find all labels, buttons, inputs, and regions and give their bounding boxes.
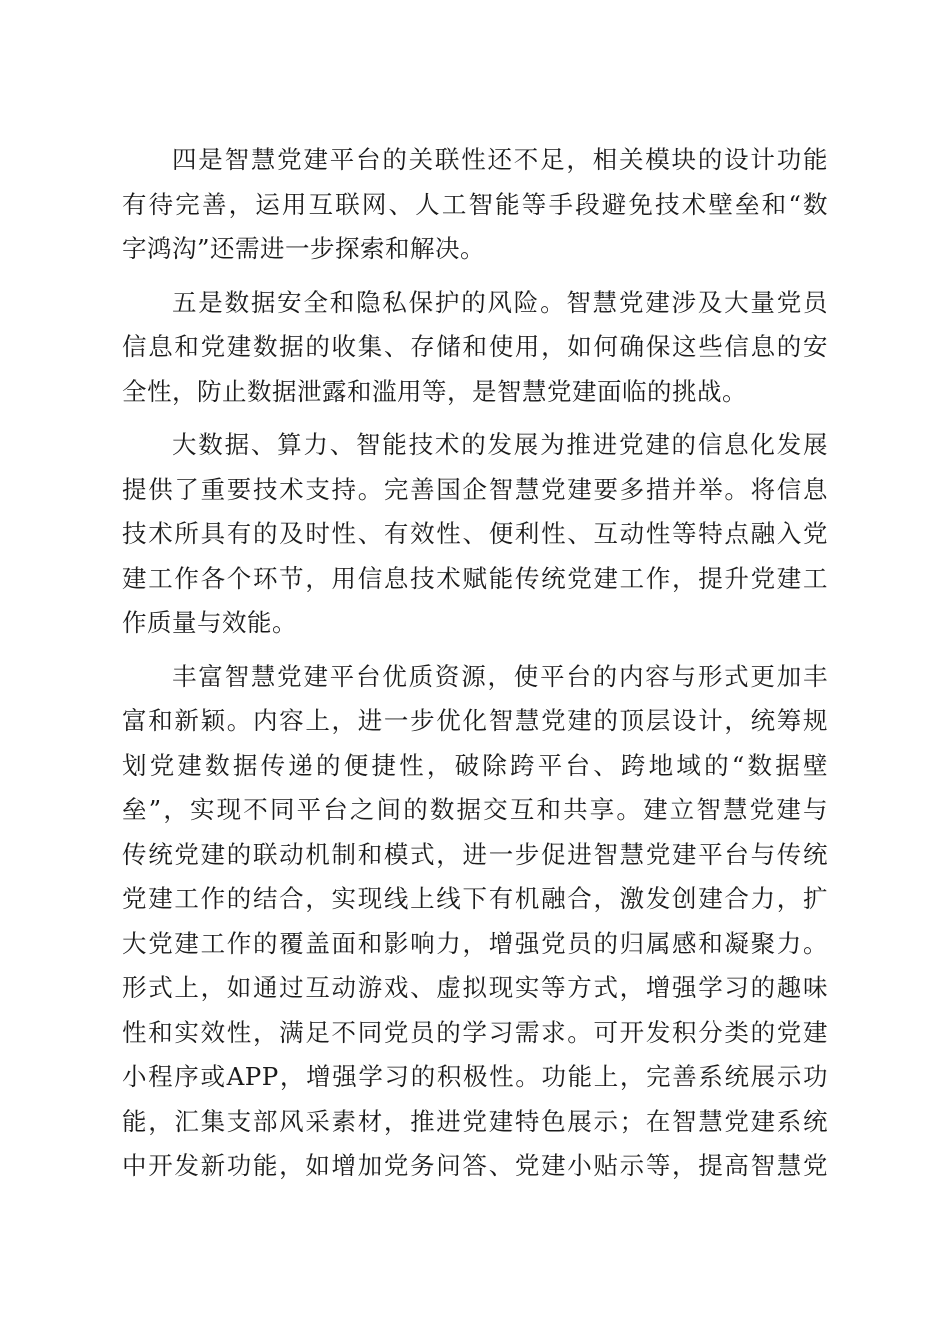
text-line: 丰富智慧党建平台优质资源，使平台的内容与形式更加丰	[172, 661, 828, 691]
text-line: 小程序或APP，增强学习的积极性。功能上，完善系统展示功	[122, 1062, 828, 1091]
document-body	[122, 138, 828, 1189]
paragraph-4	[122, 138, 828, 272]
paragraph-5	[122, 281, 828, 415]
text-line: 建工作各个环节，用信息技术赋能传统党建工作，提升党建工	[122, 563, 828, 593]
text-line: 党建工作的结合，实现线上线下有机融合，激发创建合力，扩	[122, 884, 828, 913]
text-line: 性和实效性，满足不同党员的学习需求。可开发积分类的党建	[122, 1017, 828, 1047]
text-line: 四是智慧党建平台的关联性还不足，相关模块的设计功能	[172, 145, 828, 174]
text-line: 传统党建的联动机制和模式，进一步促进智慧党建平台与传统	[122, 839, 828, 869]
text-line: 作质量与效能。	[122, 608, 297, 637]
text-line: 划党建数据传递的便捷性，破除跨平台、跨地域的“数据壁	[122, 750, 828, 780]
text-line: 大数据、算力、智能技术的发展为推进党建的信息化发展	[172, 430, 828, 459]
text-line: 垒”，实现不同平台之间的数据交互和共享。建立智慧党建与	[122, 795, 828, 824]
text-line: 五是数据安全和隐私保护的风险。智慧党建涉及大量党员	[172, 287, 828, 317]
text-line: 字鸿沟”还需进一步探索和解决。	[122, 234, 486, 263]
text-line: 提供了重要技术支持。完善国企智慧党建要多措并举。将信息	[122, 474, 828, 504]
text-line: 全性，防止数据泄露和滥用等，是智慧党建面临的挑战。	[122, 376, 747, 406]
text-line: 形式上，如通过互动游戏、虚拟现实等方式，增强学习的趣味	[122, 973, 828, 1002]
text-line: 技术所具有的及时性、有效性、便利性、互动性等特点融入党	[122, 519, 828, 548]
text-line: 能，汇集支部风采素材，推进党建特色展示；在智慧党建系统	[122, 1106, 828, 1136]
text-line: 有待完善，运用互联网、人工智能等手段避免技术壁垒和“数	[122, 189, 828, 219]
paragraph-enrich-resources	[122, 655, 828, 1189]
text-line: 信息和党建数据的收集、存储和使用，如何确保这些信息的安	[122, 332, 828, 361]
paragraph-big-data	[122, 423, 828, 646]
text-line: 中开发新功能，如增加党务问答、党建小贴示等，提高智慧党	[122, 1151, 828, 1180]
text-line: 大党建工作的覆盖面和影响力，增强党员的归属感和凝聚力。	[122, 928, 828, 958]
text-line: 富和新颖。内容上，进一步优化智慧党建的顶层设计，统筹规	[122, 706, 828, 735]
